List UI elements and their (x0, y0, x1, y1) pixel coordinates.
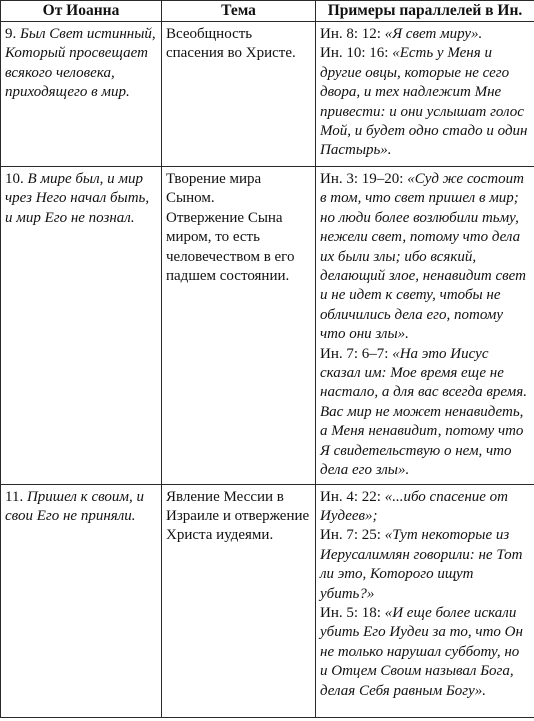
parallel-quote: «И еще более искали убить Его Иудеи за то, что Он не только нарушал субботу, но и Отцем Своим называл Бога, делая Себя равным Богу». (320, 604, 523, 699)
parallels-cell (316, 167, 534, 485)
table-row (1, 484, 534, 717)
parallel-quote: «Я свет миру». (384, 26, 483, 42)
parallel-entry (320, 170, 530, 345)
theme-text: Отвержение Сына миром, то есть человечеством в его падшем состоянии. (166, 209, 295, 285)
verse-cell (1, 22, 162, 167)
parallel-ref: Ин. 4: 22: (320, 488, 381, 505)
theme-text: Творение мира Сыном. (166, 171, 262, 207)
parallel-ref: Ин. 10: 16: (320, 45, 389, 62)
parallel-entry (320, 604, 530, 701)
verse-cell (1, 167, 162, 485)
parallel-quote: «...ибо спасение от Иудеев»; (320, 488, 509, 524)
parallel-entry (320, 44, 530, 160)
header-row (1, 1, 534, 22)
table-row (1, 167, 534, 485)
header-theme: Тема (162, 1, 316, 22)
theme-cell (162, 484, 316, 717)
parallel-entry (320, 25, 530, 44)
verse-number: 10. (5, 171, 24, 187)
parallel-quote: «Суд же состоит в том, что свет пришел в мир; но люди более возлюбили тьму, нежели свет, потому что дела их были злы; ибо всякий, делающий злое, ненавидит свет и не идет к свету, чтобы не обличились дела его, потому что они злы». (320, 171, 526, 343)
parallel-entry (320, 488, 530, 527)
parallel-entry (320, 345, 530, 481)
parallel-ref: Ин. 7: 6–7: (320, 345, 389, 362)
theme-cell (162, 22, 316, 167)
header-from-john: От Иоанна (1, 1, 162, 22)
theme-text: Всеобщность спасения во Христе. (166, 26, 296, 62)
verse-text: В мире был, и мир чрез Него начал быть, и мир Его не познал. (5, 171, 150, 226)
verse-text: Пришел к своим, и свои Его не приняли. (5, 488, 144, 524)
verse-cell (1, 484, 162, 717)
table-row (1, 22, 534, 167)
parallel-ref: Ин. 7: 25: (320, 527, 381, 544)
header-parallels: Примеры параллелей в Ин. (316, 1, 534, 22)
parallel-entry (320, 526, 530, 604)
parallel-quote: «Есть у Меня и другие овцы, которые не сего двора, и тех надлежит Мне привести: и они услышат голос Мой, и будет одно стадо и один Пастырь». (320, 45, 528, 159)
parallels-cell (316, 22, 534, 167)
verse-number: 11. (5, 488, 24, 505)
verse-number: 9. (5, 26, 17, 42)
verse-text: Был Свет истинный, Который просвещает всякого человека, приходящего в мир. (5, 26, 156, 101)
theme-text: Явление Мессии в Израиле и отвержение Христа иудеями. (166, 488, 310, 544)
parallel-ref: Ин. 8: 12: (320, 26, 381, 42)
parallel-quote: «На это Иисус сказал им: Мое время еще не настало, а для вас всегда время. Вас мир не может ненавидеть, а Меня ненавидит, потому что Я свидетельствую о нем, что дела его злы». (320, 345, 527, 479)
parallels-cell (316, 484, 534, 717)
parallel-ref: Ин. 3: 19–20: (320, 171, 404, 187)
parallel-quote: «Тут некоторые из Иерусалимлян говорили: не Тот ли это, Которого ищут убить?» (320, 527, 523, 602)
parallel-ref: Ин. 5: 18: (320, 604, 381, 621)
theme-cell (162, 167, 316, 485)
